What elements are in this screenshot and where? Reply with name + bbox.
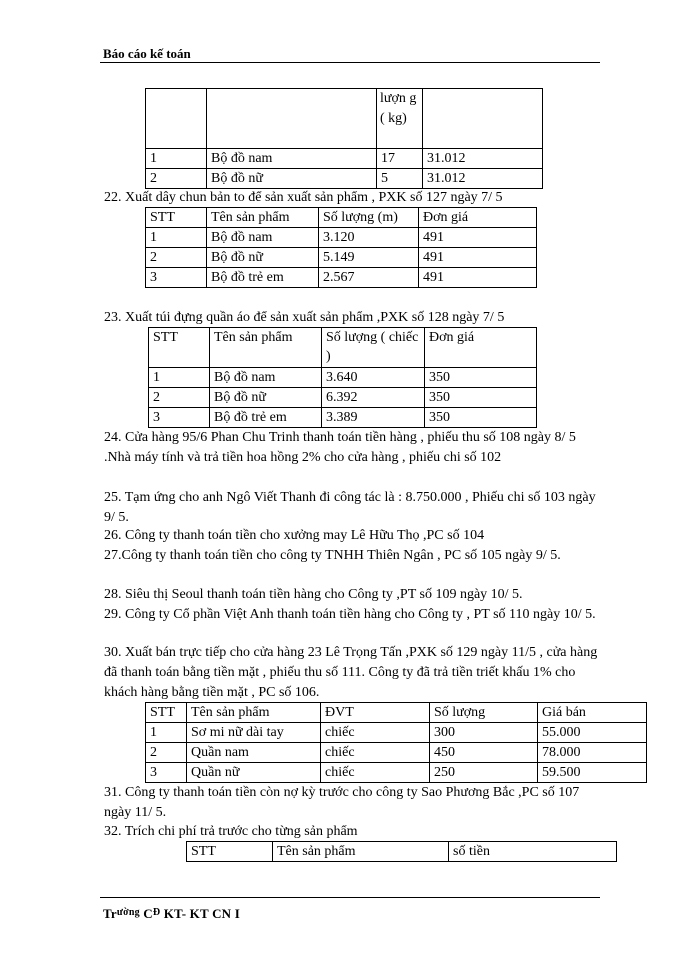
table-cell: 31.012 <box>423 149 543 169</box>
footer-text: ường <box>116 907 140 918</box>
table-cell: 5.149 <box>319 248 419 268</box>
table-cell: 31.012 <box>423 169 543 189</box>
table-cell: Tên sản phẩm <box>273 842 449 862</box>
table-cell: 350 <box>425 408 537 428</box>
table-cell: 2.567 <box>319 268 419 288</box>
table-cell <box>207 89 377 149</box>
table-cell: Số lượng ( chiếc ) <box>322 328 425 368</box>
table-cell: 59.500 <box>538 763 647 783</box>
table-cell: lượn g ( kg) <box>377 89 423 149</box>
table-cell: 5 <box>377 169 423 189</box>
table-cell: Bộ đồ trẻ em <box>210 408 322 428</box>
footer-text: C <box>139 906 153 921</box>
table-cell: 350 <box>425 368 537 388</box>
table-cell: 250 <box>430 763 538 783</box>
table-cell: 3.640 <box>322 368 425 388</box>
table-cell: Quần nam <box>187 743 321 763</box>
item-30: 30. Xuất bán trực tiếp cho cửa hàng 23 Lê Trọng Tấn ,PXK số 129 ngày 11/5 , cửa hàng đã thanh toán bằng tiền mặt , phiếu thu số 111. Công ty đã trả tiền triết khấu 1% cho khách hàng bằng tiền mặt , PC số 106. <box>104 645 598 700</box>
table-row <box>149 328 537 368</box>
header-rule <box>100 62 600 63</box>
table-cell: 491 <box>419 268 537 288</box>
table-row <box>146 763 647 783</box>
table-cell <box>423 89 543 149</box>
table-32 <box>186 841 617 862</box>
table-cell: 2 <box>146 169 207 189</box>
page-footer <box>103 906 240 922</box>
table-cell: Số lượng (m) <box>319 208 419 228</box>
table-cell: chiếc <box>321 763 430 783</box>
table-row <box>146 248 537 268</box>
table-cell: STT <box>146 208 207 228</box>
table-cell: Bộ đồ nữ <box>210 388 322 408</box>
table-cell: 78.000 <box>538 743 647 763</box>
item-23: 23. Xuất túi đựng quần áo để sản xuất sản phẩm ,PXK số 128 ngày 7/ 5 <box>104 310 505 325</box>
table-cell: Bộ đồ nữ <box>207 169 377 189</box>
table-cell: 2 <box>146 743 187 763</box>
table-cell: Tên sản phẩm <box>207 208 319 228</box>
table-row <box>149 368 537 388</box>
footer-text: Đ <box>152 907 161 918</box>
table-cell: STT <box>187 842 273 862</box>
item-26: 26. Công ty thanh toán tiền cho xưởng may Lê Hữu Thọ ,PC số 104 <box>104 528 485 543</box>
table-row <box>146 703 647 723</box>
item-24: 24. Cửa hàng 95/6 Phan Chu Trinh thanh toán tiền hàng , phiếu thu số 108 ngày 8/ 5 .Nhà máy tính và trả tiền hoa hồng 2% cho cửa hàng , phiếu chi số 102 <box>104 430 576 465</box>
table-cell: 3 <box>146 268 207 288</box>
table-cell: 1 <box>146 149 207 169</box>
item-31: 31. Công ty thanh toán tiền còn nợ kỳ trước cho công ty Sao Phương Bắc ,PC số 107 ngày 11/ 5. <box>104 785 580 820</box>
table-cell: 1 <box>149 368 210 388</box>
table-continued <box>145 88 543 189</box>
table-cell: Bộ đồ nữ <box>207 248 319 268</box>
table-cell: Giá bán <box>538 703 647 723</box>
table-cell: Quần nữ <box>187 763 321 783</box>
table-cell: 3.389 <box>322 408 425 428</box>
table-cell: 6.392 <box>322 388 425 408</box>
table-cell: Bộ đồ nam <box>210 368 322 388</box>
table-cell: 491 <box>419 248 537 268</box>
table-row <box>146 743 647 763</box>
table-cell: Đơn giá <box>425 328 537 368</box>
table-cell: chiếc <box>321 723 430 743</box>
item-32: 32. Trích chi phí trả trước cho từng sản phẩm <box>104 824 358 839</box>
table-cell: Số lượng <box>430 703 538 723</box>
table-23 <box>148 327 537 428</box>
item-22: 22. Xuất dây chun bản to để sản xuất sản phẩm , PXK số 127 ngày 7/ 5 <box>104 190 503 205</box>
table-cell: 3 <box>149 408 210 428</box>
item-27: 27.Công ty thanh toán tiền cho công ty TNHH Thiên Ngân , PC số 105 ngày 9/ 5. <box>104 548 561 563</box>
table-row <box>146 228 537 248</box>
table-row <box>146 89 543 149</box>
table-row <box>146 149 543 169</box>
table-row <box>187 842 617 862</box>
table-row <box>146 208 537 228</box>
table-30 <box>145 702 647 783</box>
table-row <box>149 388 537 408</box>
item-29: 29. Công ty Cổ phần Việt Anh thanh toán tiền hàng cho Công ty , PT số 110 ngày 10/ 5. <box>104 607 596 622</box>
footer-rule <box>100 897 600 898</box>
table-cell: 55.000 <box>538 723 647 743</box>
table-22 <box>145 207 537 288</box>
table-cell: 2 <box>149 388 210 408</box>
table-cell: Tên sản phẩm <box>210 328 322 368</box>
table-row <box>146 268 537 288</box>
table-cell: STT <box>149 328 210 368</box>
table-cell: Sơ mi nữ dài tay <box>187 723 321 743</box>
table-row <box>149 408 537 428</box>
table-cell: Bộ đồ nam <box>207 149 377 169</box>
table-cell: 300 <box>430 723 538 743</box>
table-cell: số tiền <box>449 842 617 862</box>
table-cell: 350 <box>425 388 537 408</box>
footer-text: KT- KT CN I <box>160 906 240 921</box>
table-cell: Bộ đồ nam <box>207 228 319 248</box>
table-cell: Tên sản phẩm <box>187 703 321 723</box>
table-row <box>146 723 647 743</box>
table-row <box>146 169 543 189</box>
table-cell: Bộ đồ trẻ em <box>207 268 319 288</box>
table-cell: STT <box>146 703 187 723</box>
table-cell: chiếc <box>321 743 430 763</box>
table-cell: 1 <box>146 723 187 743</box>
table-cell: ĐVT <box>321 703 430 723</box>
table-cell: 450 <box>430 743 538 763</box>
table-cell: 2 <box>146 248 207 268</box>
item-25: 25. Tạm ứng cho anh Ngô Viết Thanh đi công tác là : 8.750.000 , Phiếu chi số 103 ngày 9/ 5. <box>104 490 596 525</box>
table-cell: Đơn giá <box>419 208 537 228</box>
table-cell: 3.120 <box>319 228 419 248</box>
table-cell: 1 <box>146 228 207 248</box>
table-cell: 17 <box>377 149 423 169</box>
table-cell: 491 <box>419 228 537 248</box>
table-cell: 3 <box>146 763 187 783</box>
item-28: 28. Siêu thị Seoul thanh toán tiền hàng cho Công ty ,PT số 109 ngày 10/ 5. <box>104 587 523 602</box>
table-cell <box>146 89 207 149</box>
footer-text: Tr <box>103 906 117 921</box>
page-header: Báo cáo kế toán <box>103 46 191 61</box>
